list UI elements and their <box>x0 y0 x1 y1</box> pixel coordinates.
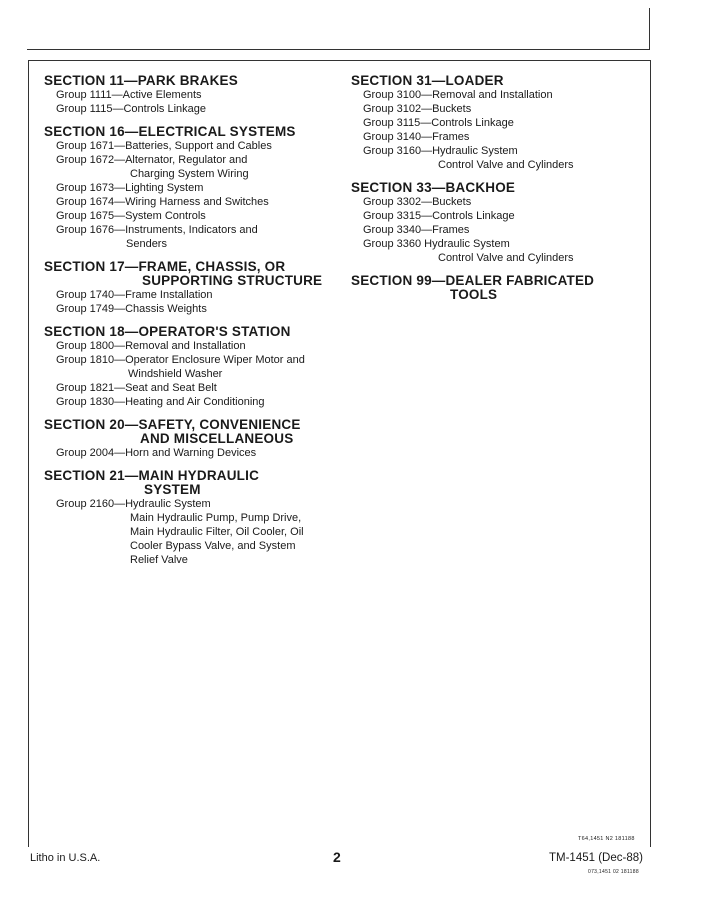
group-line-continued: Windshield Washer <box>128 368 223 380</box>
section-title-continued: TOOLS <box>450 287 498 302</box>
group-line: Group 3140—Frames <box>363 131 470 143</box>
group-line: Group 1830—Heating and Air Conditioning <box>56 396 265 408</box>
group-line-continued: Control Valve and Cylinders <box>438 252 574 264</box>
group-line: Group 1740—Frame Installation <box>56 289 213 301</box>
section-18 <box>44 325 334 409</box>
print-code-bottom: 073,1451 02 181188 <box>588 869 639 875</box>
section-title <box>351 274 611 302</box>
group-line: Group 3315—Controls Linkage <box>363 210 515 222</box>
group-line: Group 1676—Instruments, Indicators and <box>56 224 258 236</box>
group-line: Group 3360 Hydraulic System <box>363 238 510 250</box>
section-title-continued: SYSTEM <box>144 482 201 497</box>
section-21 <box>44 469 334 567</box>
section-title-continued: SUPPORTING STRUCTURE <box>142 273 323 288</box>
group-line: Group 1810—Operator Enclosure Wiper Motor and <box>56 354 305 366</box>
section-17 <box>44 260 334 316</box>
footer-manual-id: TM-1451 (Dec-88) <box>549 852 643 864</box>
group-line-continued: Senders <box>126 238 167 250</box>
section-title <box>44 260 334 288</box>
group-line: Group 3302—Buckets <box>363 196 472 208</box>
group-line: Group 1674—Wiring Harness and Switches <box>56 196 269 208</box>
group-line-continued: Main Hydraulic Filter, Oil Cooler, Oil <box>130 526 304 538</box>
section-title-continued: AND MISCELLANEOUS <box>140 431 294 446</box>
section-title-line: SECTION 21—MAIN HYDRAULIC <box>44 468 260 483</box>
section-16 <box>44 125 334 251</box>
group-line: Group 1115—Controls Linkage <box>56 103 207 115</box>
section-title: SECTION 11—PARK BRAKES <box>44 73 238 88</box>
group-line: Group 1672—Alternator, Regulator and <box>56 154 248 166</box>
section-title <box>44 418 334 446</box>
section-title-line: SECTION 99—DEALER FABRICATED <box>351 273 595 288</box>
header-rule <box>27 49 650 50</box>
section-20 <box>44 418 334 460</box>
group-line: Group 3100—Removal and Installation <box>363 89 553 101</box>
section-title <box>44 469 334 497</box>
group-line: Group 1800—Removal and Installation <box>56 340 246 352</box>
left-column <box>44 74 334 576</box>
section-99 <box>351 274 611 302</box>
footer-litho: Litho in U.S.A. <box>30 852 101 864</box>
group-line-continued: Main Hydraulic Pump, Pump Drive, <box>130 512 302 524</box>
group-line: Group 2160—Hydraulic System <box>56 498 211 510</box>
group-line: Group 1749—Chassis Weights <box>56 303 207 315</box>
section-31 <box>351 74 611 172</box>
section-title-line: SECTION 20—SAFETY, CONVENIENCE <box>44 417 301 432</box>
group-line: Group 1821—Seat and Seat Belt <box>56 382 217 394</box>
section-title: SECTION 16—ELECTRICAL SYSTEMS <box>44 124 296 139</box>
group-line-continued: Charging System Wiring <box>130 168 249 180</box>
group-line: Group 1675—System Controls <box>56 210 206 222</box>
group-line: Group 3102—Buckets <box>363 103 472 115</box>
group-line: Group 1673—Lighting System <box>56 182 204 194</box>
group-line-continued: Relief Valve <box>130 554 188 566</box>
page-number: 2 <box>333 849 341 865</box>
section-33 <box>351 181 611 265</box>
group-line-continued: Cooler Bypass Valve, and System <box>130 540 296 552</box>
section-title-line: SECTION 17—FRAME, CHASSIS, OR <box>44 259 286 274</box>
section-title: SECTION 33—BACKHOE <box>351 180 516 195</box>
group-line: Group 3340—Frames <box>363 224 470 236</box>
print-code-top: T64,1451 N2 181188 <box>578 836 635 842</box>
section-11 <box>44 74 334 116</box>
group-line: Group 2004—Horn and Warning Devices <box>56 447 257 459</box>
group-line: Group 1111—Active Elements <box>56 89 202 101</box>
section-title: SECTION 31—LOADER <box>351 73 504 88</box>
group-line: Group 3115—Controls Linkage <box>363 117 514 129</box>
right-column <box>351 74 611 311</box>
group-line: Group 1671—Batteries, Support and Cables <box>56 140 272 152</box>
header-rule-tick <box>649 8 650 50</box>
group-line-continued: Control Valve and Cylinders <box>438 159 574 171</box>
section-title: SECTION 18—OPERATOR'S STATION <box>44 324 291 339</box>
group-line: Group 3160—Hydraulic System <box>363 145 518 157</box>
